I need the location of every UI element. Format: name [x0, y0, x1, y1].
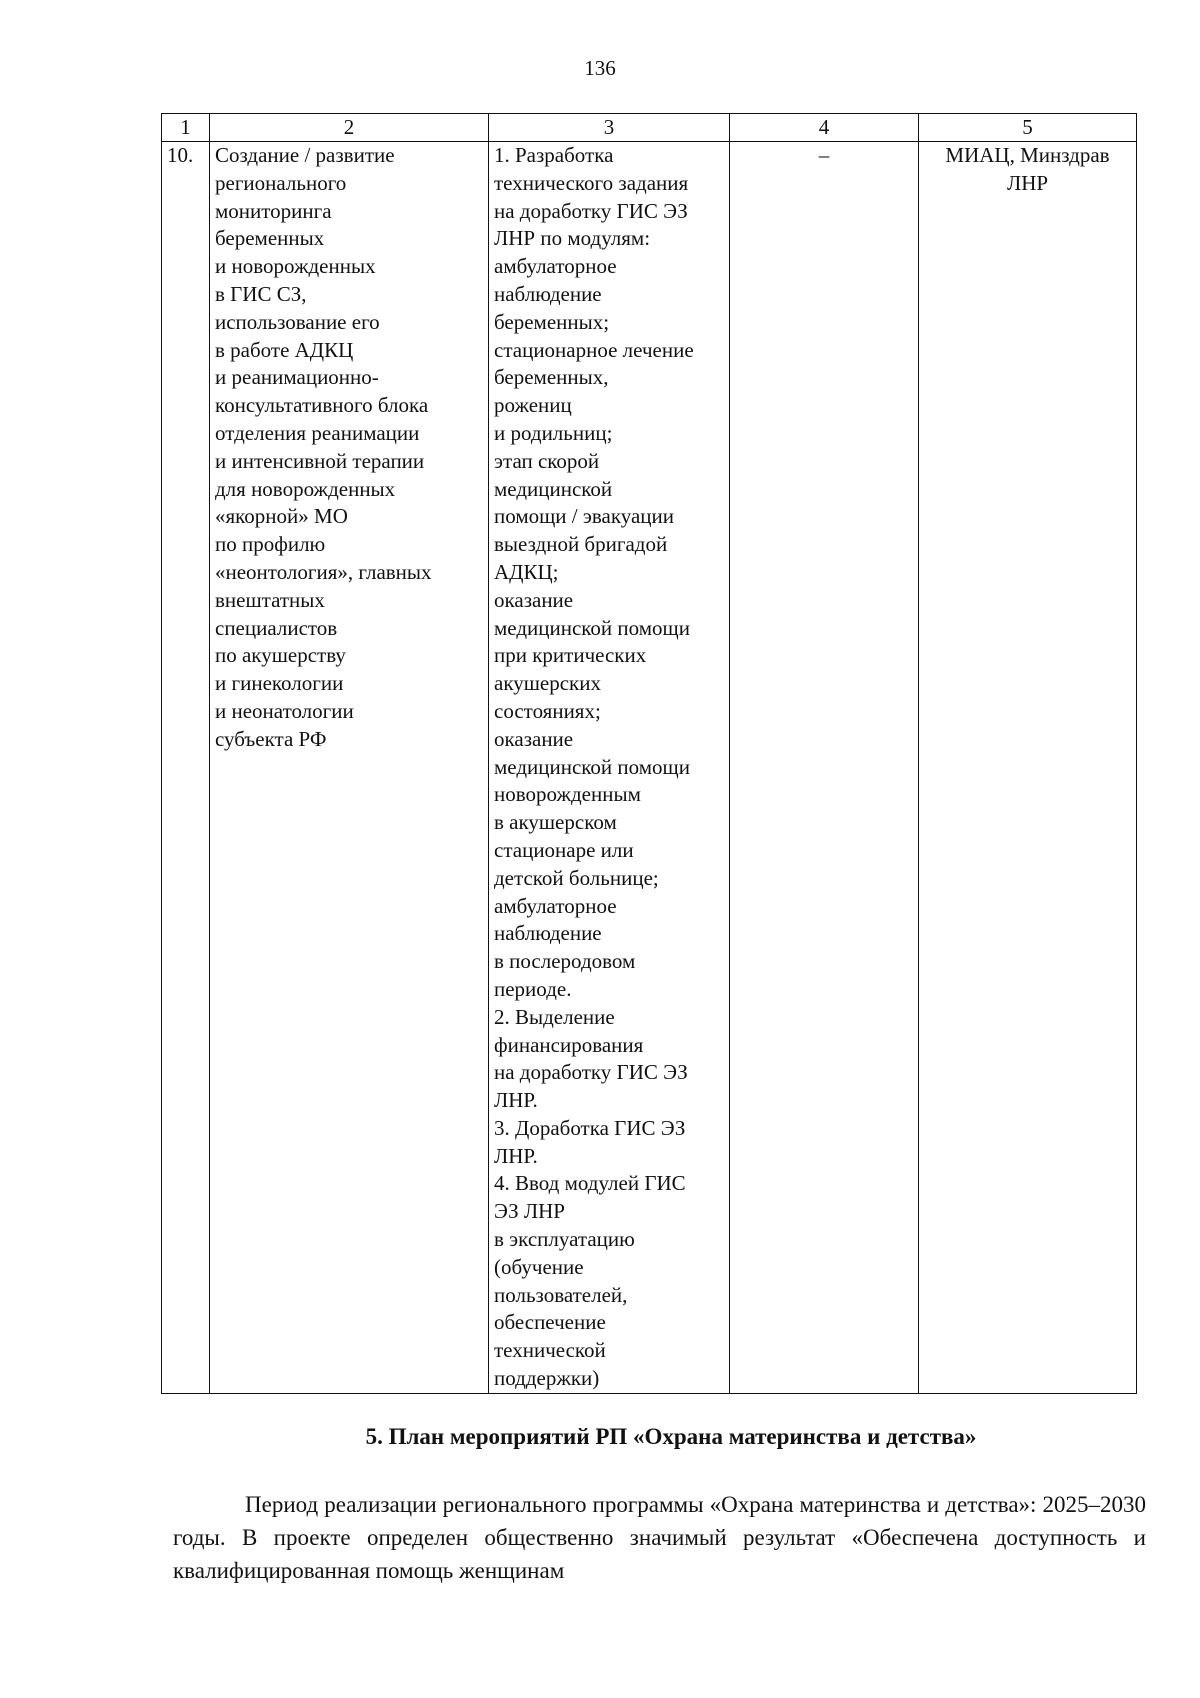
table-header-row: [162, 114, 1137, 142]
column-header-2: 2: [210, 114, 489, 142]
section-title: [0, 1424, 1200, 1450]
body-paragraph: [173, 1488, 1146, 1587]
steps-cell: 1. Разработка технического задания на доработку ГИС ЭЗ ЛНР по модулям: амбулаторное наблюдение беременных; стационарное лечение беременных, рожениц и родильниц; этап скорой медицинской помощи / эвакуации выездной бригадой АДКЦ; оказание медицинской помощи при критических акушерских состояниях; оказание медицинской помощи новорожденным в акушерском стационаре или детской больнице; амбулаторное наблюдение в послеродовом периоде. 2. Выделение финансирования на доработку ГИС ЭЗ ЛНР. 3. Доработка ГИС ЭЗ ЛНР. 4. Ввод модулей ГИС ЭЗ ЛНР в эксплуатацию (обучение пользователей, обеспечение технической поддержки): [489, 142, 730, 1394]
activity-cell: Создание / развитие регионального мониторинга беременных и новорожденных в ГИС СЗ, использование его в работе АДКЦ и реанимационно- консультативного блока отделения реанимации и интенсивной терапии для новорожденных «якорной» МО по профилю «неонтология», главных внештатных специалистов по акушерству и гинекологии и неонатологии субъекта РФ: [210, 142, 489, 1394]
section-title-text: 5. План мероприятий РП «Охрана материнства и детства»: [365, 1424, 977, 1449]
page-number: 136: [584, 56, 616, 80]
column-header-3: 3: [489, 114, 730, 142]
deadline-cell: –: [730, 142, 919, 1394]
column-header-1: 1: [162, 114, 210, 142]
responsible-cell: МИАЦ, Минздрав ЛНР: [919, 142, 1137, 1394]
column-header-4: 4: [730, 114, 919, 142]
paragraph-text: Период реализации регионального программы «Охрана материнства и детства»: 2025–2030 годы. В проекте определен общественно значимый результат «Обеспечена доступность и квалифицированная помощь женщинам: [173, 1492, 1146, 1583]
activities-table: [161, 113, 1137, 1394]
row-number: 10.: [162, 142, 210, 1394]
column-header-5: 5: [919, 114, 1137, 142]
table-row: [162, 142, 1137, 1394]
